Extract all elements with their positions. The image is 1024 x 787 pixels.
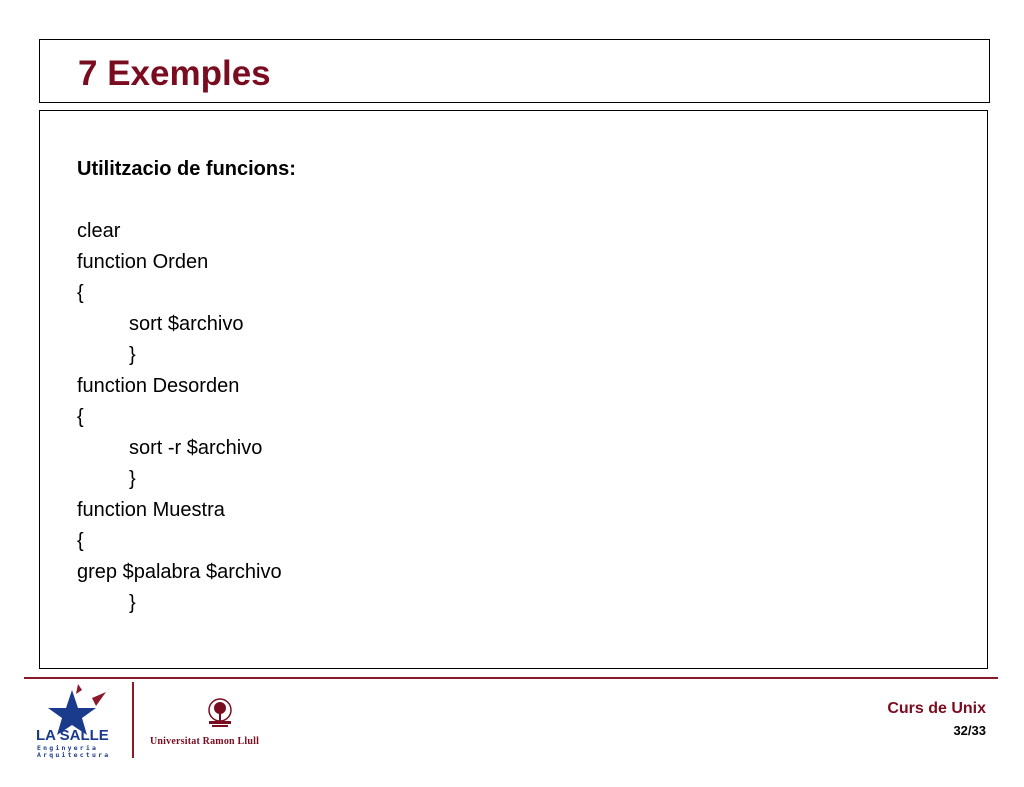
code-line: clear [77,220,121,242]
code-line: function Desorden [77,375,240,397]
code-line: } [129,344,136,366]
code-line: sort -r $archivo [129,437,263,459]
code-line: function Orden [77,251,209,273]
slide-title: 7 Exemples [78,54,271,93]
content-box [39,110,988,669]
lasalle-subtitle: Enginyeria Arquitectura [37,744,111,759]
code-line: { [77,282,84,304]
code-line: } [129,468,136,490]
section-heading: Utilitzacio de funcions: [77,158,296,180]
course-name: Curs de Unix [887,700,986,717]
code-line: function Muestra [77,499,225,521]
code-line: sort $archivo [129,313,244,335]
code-block [77,216,282,619]
university-name: Universitat Ramon Llull [150,736,260,747]
page-number: 32/33 [953,723,986,738]
lasalle-name: LA SALLE [36,727,109,744]
code-line: { [77,530,84,552]
footer-divider [132,682,134,758]
university-tree-icon [195,697,245,729]
code-line: } [129,592,136,614]
title-box [39,39,990,103]
code-line: grep $palabra $archivo [77,561,282,583]
code-line: { [77,406,84,428]
footer-rule [24,677,998,679]
